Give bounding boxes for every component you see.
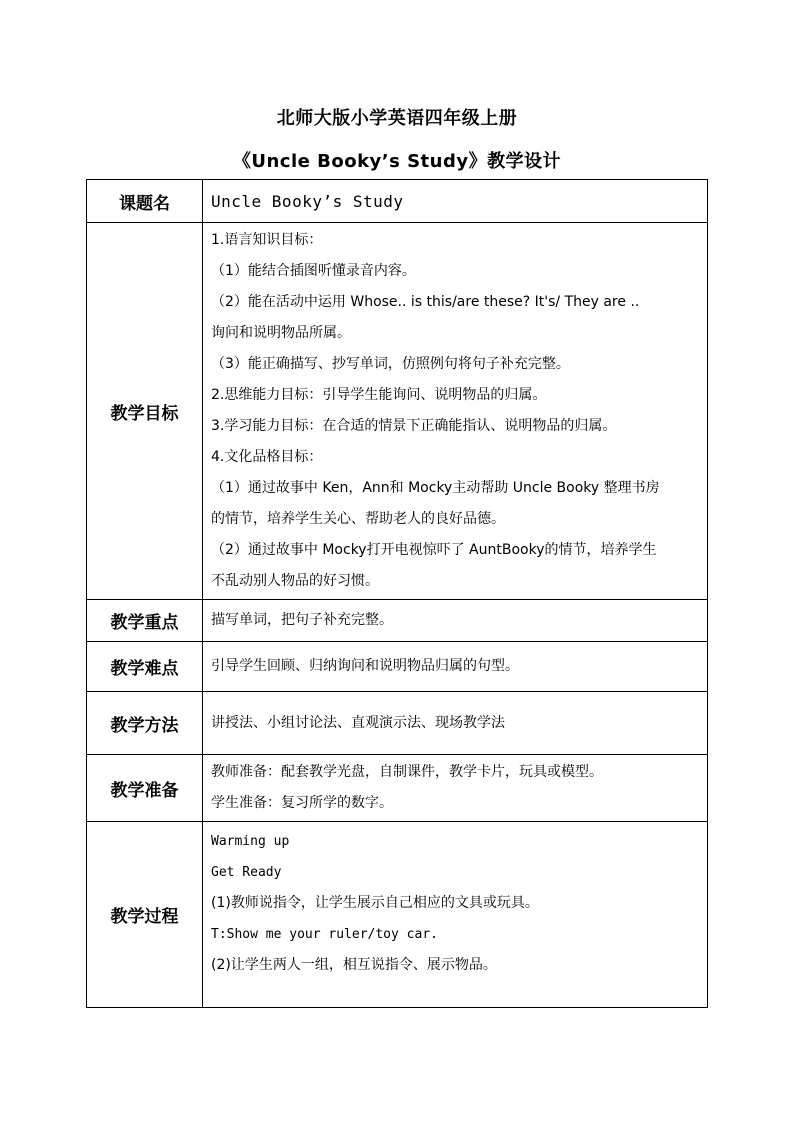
objective-line: （1）通过故事中 Ken，Ann和 Mocky主动帮助 Uncle Booky 整理书房 xyxy=(211,480,660,496)
methods-label: 教学方法 xyxy=(87,692,203,755)
key-points-value: 描写单词，把句子补充完整。 xyxy=(203,600,708,642)
difficult-points-label: 教学难点 xyxy=(87,642,203,692)
objectives-content xyxy=(203,223,708,600)
process-line: T:Show me your ruler/toy car. xyxy=(211,927,438,942)
objective-line: 1.语言知识目标： xyxy=(211,232,323,248)
preparation-line: 学生准备：复习所学的数字。 xyxy=(211,795,393,811)
objectives-label: 教学目标 xyxy=(87,223,203,600)
process-content xyxy=(203,822,708,1008)
objective-line: 3.学习能力目标：在合适的情景下正确能指认、说明物品的归属。 xyxy=(211,418,617,434)
row-preparation xyxy=(87,755,708,822)
course-name-value: Uncle Booky’s Study xyxy=(203,180,708,223)
objective-line: 询问和说明物品所属。 xyxy=(211,325,351,341)
process-line: Get Ready xyxy=(211,865,282,880)
process-label: 教学过程 xyxy=(87,822,203,1008)
process-line: (2)让学生两人一组，相互说指令、展示物品。 xyxy=(211,957,497,973)
lesson-plan-table xyxy=(86,179,708,1008)
row-process xyxy=(87,822,708,1008)
process-line: (1)教师说指令，让学生展示自己相应的文具或玩具。 xyxy=(211,895,539,911)
objective-line: （3）能正确描写、抄写单词，仿照例句将句子补充完整。 xyxy=(211,356,570,372)
row-difficult-points xyxy=(87,642,708,692)
objective-line: （2）通过故事中 Mocky打开电视惊吓了 AuntBooky的情节，培养学生 xyxy=(211,542,657,558)
difficult-points-value: 引导学生回顾、归纳询问和说明物品归属的句型。 xyxy=(203,642,708,692)
methods-value: 讲授法、小组讨论法、直观演示法、现场教学法 xyxy=(203,692,708,755)
objective-line: 的情节，培养学生关心、帮助老人的良好品德。 xyxy=(211,511,505,527)
preparation-content xyxy=(203,755,708,822)
objective-line: 2.思维能力目标：引导学生能询问、说明物品的归属。 xyxy=(211,387,547,403)
preparation-line: 教师准备：配套教学光盘，自制课件，教学卡片，玩具或模型。 xyxy=(211,764,603,780)
key-points-label: 教学重点 xyxy=(87,600,203,642)
preparation-label: 教学准备 xyxy=(87,755,203,822)
objective-line: （2）能在活动中运用 Whose.. is this/are these? It's/ They are .. xyxy=(211,294,640,310)
row-key-points xyxy=(87,600,708,642)
objective-line: （1）能结合插图听懂录音内容。 xyxy=(211,263,416,279)
process-line: Warming up xyxy=(211,834,290,849)
document-title: 北师大版小学英语四年级上册 xyxy=(276,108,518,129)
row-objectives xyxy=(87,223,708,600)
course-name-label: 课题名 xyxy=(87,180,203,223)
row-methods xyxy=(87,692,708,755)
document-subtitle: 《Uncle Booky’s Study》教学设计 xyxy=(232,151,562,172)
row-course-name xyxy=(87,180,708,223)
objective-line: 不乱动别人物品的好习惯。 xyxy=(211,573,379,589)
objective-line: 4.文化品格目标： xyxy=(211,449,323,465)
